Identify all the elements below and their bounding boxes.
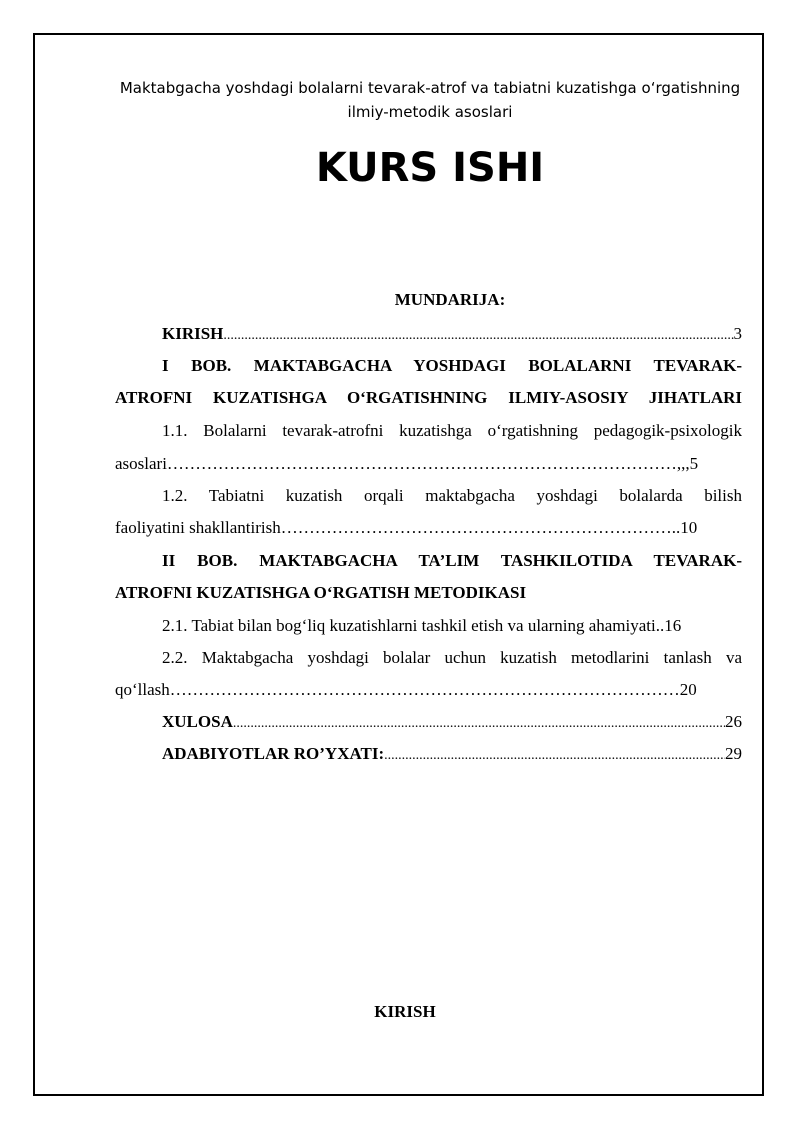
toc-chapter-1-line-1: I BOB. MAKTABGACHA YOSHDAGI BOLALARNI TEVARAK- xyxy=(162,356,742,375)
toc-heading: MUNDARIJA: xyxy=(394,290,506,309)
document-subtitle: Maktabgacha yoshdagi bolalarni tevarak-atrof va tabiatni kuzatishga o‘rgatishning ilmiy-metodik asoslari xyxy=(119,79,741,121)
toc-leader-dots xyxy=(223,318,733,352)
toc-leader-dots xyxy=(233,706,725,740)
toc-section-1-1-line-2: asoslari………………………………………………………………………………,,,5 xyxy=(115,454,699,473)
toc-entry-adabiyotlar xyxy=(162,738,742,772)
toc-chapter-2-line-2: ATROFNI KUZATISHGA O‘RGATISH METODIKASI xyxy=(115,583,527,602)
toc-entry-label: KIRISH xyxy=(162,324,224,343)
toc-page-number: 26 xyxy=(725,712,742,731)
toc-chapter-1-line-2: ATROFNI KUZATISHGA O‘RGATISHNING ILMIY-ASOSIY JIHATLARI xyxy=(115,388,742,407)
toc-section-2-1: 2.1. Tabiat bilan bog‘liq kuzatishlarni tashkil etish va ularning ahamiyati..16 xyxy=(162,616,682,635)
toc-section-2-2-line-1: 2.2. Maktabgacha yoshdagi bolalar uchun kuzatish metodlarini tanlash va xyxy=(162,648,742,667)
document-title: KURS ISHI xyxy=(315,145,545,191)
toc-entry-kirish xyxy=(162,318,742,352)
toc-entry-xulosa xyxy=(162,706,742,740)
toc-page-number: 29 xyxy=(725,744,742,763)
toc-leader-dots xyxy=(384,738,725,772)
toc-section-1-1-line-1: 1.1. Bolalarni tevarak-atrofni kuzatishga o‘rgatishning pedagogik-psixologik xyxy=(162,421,742,440)
toc-section-1-2-line-1: 1.2. Tabiatni kuzatish orqali maktabgacha yoshdagi bolalarda bilish xyxy=(162,486,742,505)
toc-section-2-2-line-2: qo‘llash………………………………………………………………………………20 xyxy=(115,680,697,699)
section-heading-kirish: KIRISH xyxy=(374,1002,436,1021)
toc-entry-label: XULOSA xyxy=(162,712,233,731)
toc-section-1-2-line-2: faoliyatini shakllantirish……………………………………………………………..10 xyxy=(115,518,698,537)
toc-page-number: 3 xyxy=(733,324,742,343)
toc-chapter-2-line-1: II BOB. MAKTABGACHA TA’LIM TASHKILOTIDA TEVARAK- xyxy=(162,551,742,570)
toc-entry-label: ADABIYOTLAR RO’YXATI: xyxy=(162,744,385,763)
